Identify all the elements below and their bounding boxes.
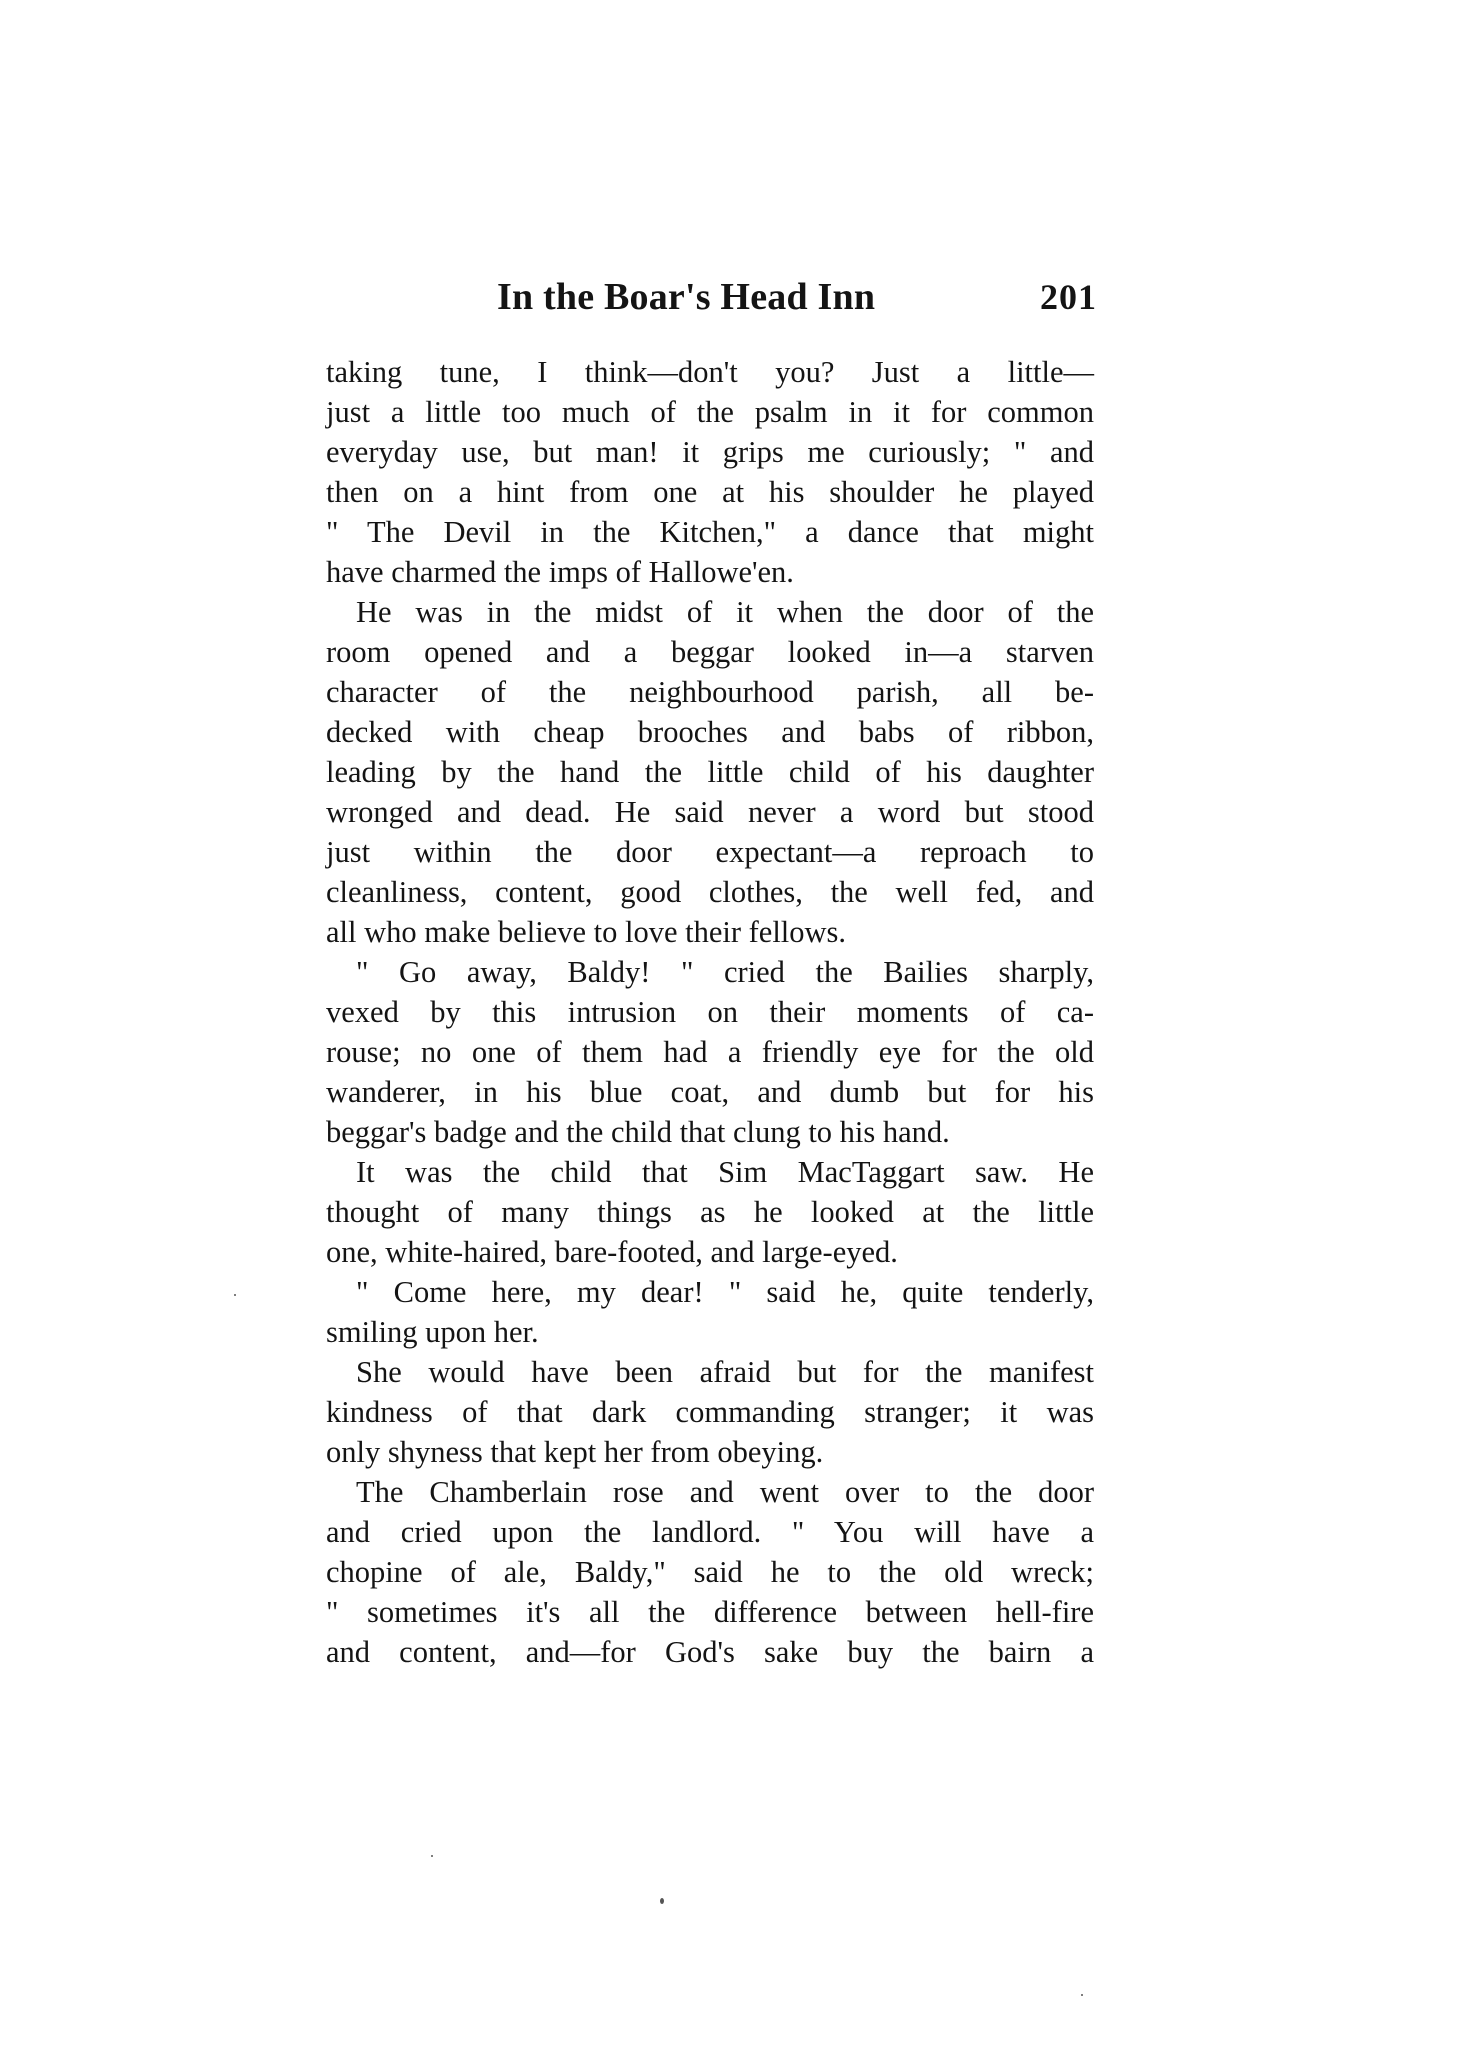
text-line: " sometimes it's all the difference between hell-fire <box>326 1595 1094 1629</box>
text-line: and content, and—for God's sake buy the bairn a <box>326 1635 1094 1669</box>
paragraph <box>326 952 1094 1152</box>
text-line: wanderer, in his blue coat, and dumb but for his <box>326 1075 1094 1109</box>
running-title: In the Boar's Head Inn <box>497 276 876 318</box>
text-line: cleanliness, content, good clothes, the well fed, and <box>326 875 1094 909</box>
text-line: thought of many things as he looked at the little <box>326 1195 1094 1229</box>
scan-speck <box>234 1294 236 1296</box>
text-line: all who make believe to love their fellows. <box>326 915 847 949</box>
paragraph <box>326 1472 1094 1672</box>
text-line: everyday use, but man! it grips me curiously; " and <box>326 435 1094 469</box>
text-line: one, white-haired, bare-footed, and large-eyed. <box>326 1235 898 1269</box>
text-line: She would have been afraid but for the manifest <box>356 1355 1094 1389</box>
text-line: character of the neighbourhood parish, all be- <box>326 675 1094 709</box>
paragraph <box>326 1352 1094 1472</box>
text-line: room opened and a beggar looked in—a starven <box>326 635 1094 669</box>
paragraph <box>326 1272 1094 1352</box>
text-line: just within the door expectant—a reproach to <box>326 835 1094 869</box>
text-line: leading by the hand the little child of his daughter <box>326 755 1094 789</box>
text-line: have charmed the imps of Hallowe'en. <box>326 555 794 589</box>
text-line: " Come here, my dear! " said he, quite tenderly, <box>356 1275 1094 1309</box>
scan-speck <box>1081 1994 1083 1996</box>
text-line: only shyness that kept her from obeying. <box>326 1435 824 1469</box>
text-line: smiling upon her. <box>326 1315 539 1349</box>
text-line: It was the child that Sim MacTaggart saw. He <box>356 1155 1094 1189</box>
running-head <box>497 272 1097 322</box>
page-number: 201 <box>1040 277 1097 317</box>
text-line: rouse; no one of them had a friendly eye for the old <box>326 1035 1094 1069</box>
paragraph <box>326 352 1094 592</box>
body-text <box>326 352 1094 1672</box>
text-line: chopine of ale, Baldy," said he to the old wreck; <box>326 1555 1094 1589</box>
text-line: " Go away, Baldy! " cried the Bailies sharply, <box>356 955 1094 989</box>
scan-speck <box>431 1855 433 1857</box>
text-line: and cried upon the landlord. " You will have a <box>326 1515 1094 1549</box>
text-line: kindness of that dark commanding stranger; it was <box>326 1395 1094 1429</box>
text-line: then on a hint from one at his shoulder he played <box>326 475 1094 509</box>
text-line: He was in the midst of it when the door of the <box>356 595 1094 629</box>
paragraph <box>326 1152 1094 1272</box>
text-line: beggar's badge and the child that clung to his hand. <box>326 1115 950 1149</box>
scan-speck <box>660 1898 664 1904</box>
text-line: " The Devil in the Kitchen," a dance that might <box>326 515 1094 549</box>
paragraph <box>326 592 1094 952</box>
text-line: The Chamberlain rose and went over to the door <box>356 1475 1094 1509</box>
text-line: vexed by this intrusion on their moments of ca- <box>326 995 1094 1029</box>
text-line: taking tune, I think—don't you? Just a little— <box>326 355 1094 389</box>
text-line: just a little too much of the psalm in it for common <box>326 395 1094 429</box>
text-line: wronged and dead. He said never a word but stood <box>326 795 1094 829</box>
text-line: decked with cheap brooches and babs of ribbon, <box>326 715 1094 749</box>
